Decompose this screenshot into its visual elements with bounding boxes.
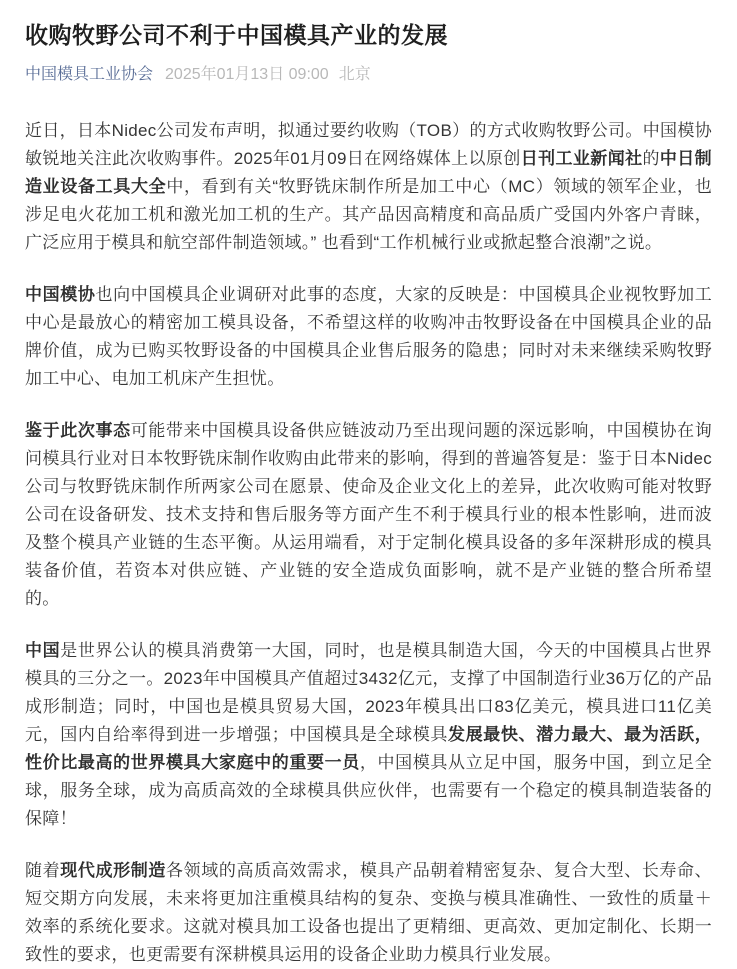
paragraph	[25, 857, 712, 969]
text-run: 近日，日本Nidec公司发布声明，拟通过要约收购（TOB）的方式收购牧野公司。中国模协敏锐地关注此次收购事件。2025年01月09日在网络媒体上以原创	[25, 121, 712, 168]
byline	[25, 64, 712, 86]
article-body	[25, 117, 712, 969]
paragraph	[25, 117, 712, 257]
bold-text-run: 现代成形制造	[60, 861, 166, 880]
text-run: 是世界公认的模具消费第一大国，同时，也是模具制造大国，今天的中国模具占世界模具的三分之一。2023年中国模具产值超过3432亿元，支撑了中国制造行业36万亿的产品成形制造；同时，中国也是模具贸易大国，2023年模具出口83亿美元，模具进口11亿美元，国内自给率得到进一步增强；中国模具是全球模具	[25, 641, 712, 744]
account-name-link[interactable]: 中国模具工业协会	[25, 66, 154, 83]
paragraph	[25, 417, 712, 613]
bold-text-run: 中国模协	[25, 285, 96, 304]
paragraph	[25, 637, 712, 833]
text-run: 的	[642, 149, 660, 168]
bold-text-run: 发展最快、潜力最大、最为活跃，性价比最高的世界模具大家庭中的重要一员	[25, 725, 712, 772]
text-run: 也向中国模具企业调研对此事的态度，大家的反映是：中国模具企业视牧野加工中心是最放心的精密加工模具设备，不希望这样的收购冲击牧野设备在中国模具企业的品牌价值，成为已购买牧野设备的中国模具企业售后服务的隐患；同时对未来继续采购牧野加工中心、电加工机床产生担忧。	[25, 285, 713, 388]
article-title: 收购牧野公司不利于中国模具产业的发展	[25, 22, 448, 48]
text-run: 中，看到有关“牧野铣床制作所是加工中心（MC）领域的领军企业，也涉足电火花加工机和激光加工机的生产。其产品因高精度和高品质广受国内外客户青睐，广泛应用于模具和航空部件制造领域。” 也看到“工作机械行业或掀起整合浪潮”之说。	[25, 177, 712, 252]
publish-location: 北京	[338, 66, 371, 83]
text-run: ，中国模具从立足中国，服务中国，到立足全球，服务全球，成为高质高效的全球模具供应伙伴，也需要有一个稳定的模具制造装备的保障！	[25, 753, 713, 828]
bold-text-run: 中国	[25, 641, 61, 660]
bold-text-run: 中日制造业设备工具大全	[25, 149, 712, 196]
bold-text-run: 鉴于此次事态	[25, 421, 131, 440]
text-run: 可能带来中国模具设备供应链波动乃至出现问题的深远影响，中国模协在询问模具行业对日本牧野铣床制作收购由此带来的影响，得到的普遍答复是：鉴于日本Nidec公司与牧野铣床制作所两家公司在愿景、使命及企业文化上的差异，此次收购可能对牧野公司在设备研发、技术支持和售后服务等方面产生不利于模具行业的根本性影响，进而波及整个模具产业链的生态平衡。从运用端看，对于定制化模具设备的多年深耕形成的模具装备价值，若资本对供应链、产业链的安全造成负面影响，就不是产业链的整合所希望的。	[25, 421, 712, 608]
bold-text-run: 日刊工业新闻社	[520, 149, 643, 168]
paragraph	[25, 281, 712, 393]
publish-date: 2025年01月13日 09:00	[165, 66, 329, 83]
text-run: 随着	[25, 861, 61, 880]
text-run: 各领域的高质高效需求，模具产品朝着精密复杂、复合大型、长寿命、短交期方向发展，未来将更加注重模具结构的复杂、变换与模具准确性、一致性的质量＋效率的系统化要求。这就对模具加工设备也提出了更精细、更高效、更加定制化、长期一致性的要求，也更需要有深耕模具运用的设备企业助力模具行业发展。	[25, 861, 712, 964]
